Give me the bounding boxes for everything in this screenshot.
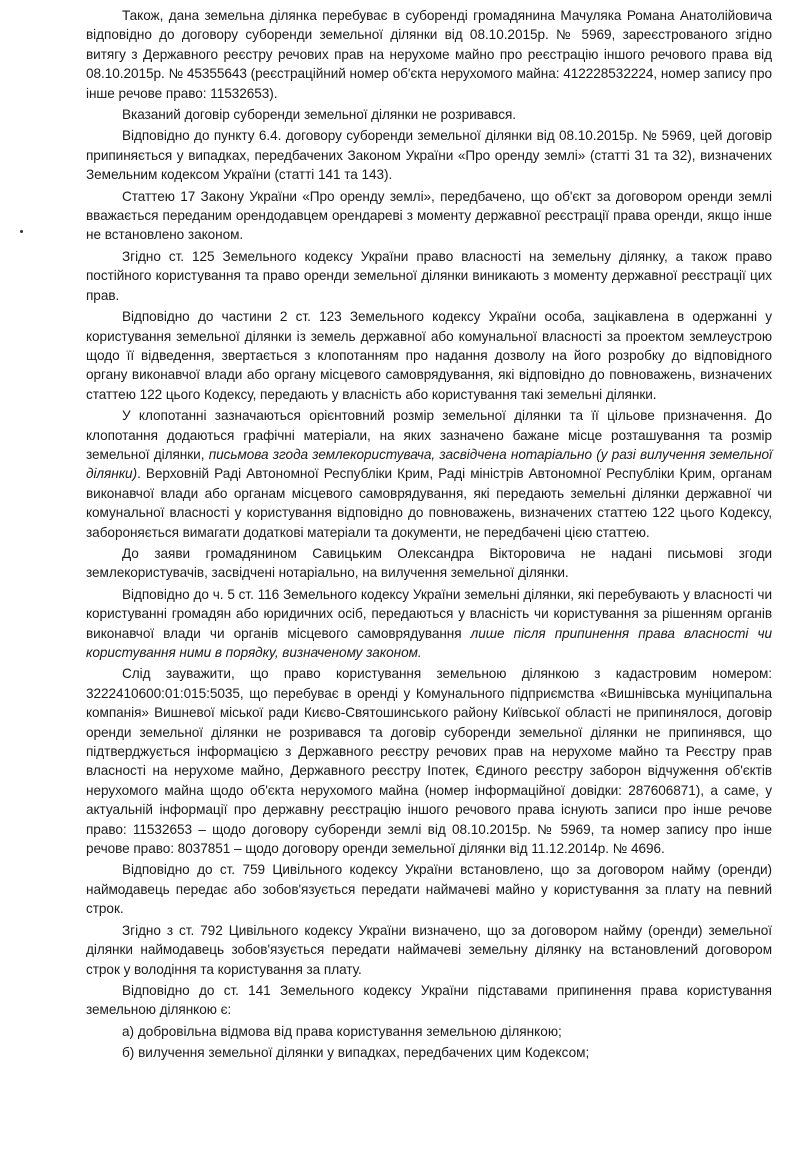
- list-item-b: б) вилучення земельної ділянки у випадках, передбачених цим Кодексом;: [122, 1045, 590, 1061]
- petition-italic-text: письмова згода землекористувача, засвідчена нотаріально (у разі вилучення земельної ділянки): [86, 446, 772, 482]
- paragraph-petition: [86, 406, 772, 542]
- paragraph-article-141: Відповідно до ст. 141 Земельного кодексу України підставами припинення права користування земельною ділянкою є:: [86, 982, 772, 1018]
- scan-speck: [20, 230, 23, 233]
- paragraph-article-125: Згідно ст. 125 Земельного кодексу України право власності на земельну ділянку, а також право постійного користування та право оренди земельної ділянки виникають з моменту державної реєстрації цих прав.: [86, 248, 772, 303]
- paragraph-article-792: Згідно з ст. 792 Цивільного кодексу України визначено, що за договором найму (оренди) земельної ділянки наймодавець зобов'язується передати наймачеві земельну ділянку на встановлений договором строк у володіння та користування за плату.: [86, 922, 772, 977]
- paragraph-clause-6-4: Відповідно до пункту 6.4. договору суборенди земельної ділянки від 08.10.2015р. № 5969, цей договір припиняється у випадках, передбачених Законом України «Про оренду землі» (статті 31 та 32), визначених Земельним кодексом України (статті 141 та 143).: [86, 128, 772, 183]
- paragraph-not-terminated: Вказаний договір суборенди земельної ділянки не розривався.: [122, 107, 516, 123]
- article-116-italic-text: лише після припинення права власності чи користування ними в порядку, визначеному законом.: [86, 625, 772, 660]
- petition-text-end: . Верховній Раді Автономної Республіки Крим, Раді міністрів Автономної Республіки Крим, органам виконавчої влади або органам місцевого самоврядування, які передають земельні ділянки державної чи комунальної власності у користування відповідно до повноважень, визначених статтею 122 цього Кодексу, забороняється вимагати додаткові матеріали та документи, не передбачені цією статтею.: [86, 466, 772, 540]
- paragraph-sublease: Також, дана земельна ділянка перебуває в суборенді громадянина Мачуляка Романа Анатолійовича відповідно до договору суборенди земельної ділянки від 08.10.2015р. № 5969, зареєстрованого згідно витягу з Державного реєстру речових прав на нерухоме майно про реєстрацію іншого речового права від 08.10.2015р. № 45355643 (реєстраційний номер об'єкта нерухомого майна: 412228532224, номер запису про інше речове право: 11532653).: [86, 8, 772, 101]
- article-116-text: Відповідно до ч. 5 ст. 116 Земельного кодексу України земельні ділянки, які перебувають у власності чи користуванні громадян або юридичних осіб, передаються у власність чи користування за рішенням органів виконавчої влади чи органів місцевого самоврядування: [86, 586, 772, 641]
- petition-text-start: У клопотанні зазначаються орієнтовний розмір земельної ділянки та її цільове призначення. До клопотання додаються графічні матеріали, на яких зазначено бажане місце розташування та розмір земельної ділянки,: [86, 408, 772, 462]
- paragraph-article-116: [86, 585, 772, 663]
- paragraph-cadastral: Слід зауважити, що право користування земельною ділянкою з кадастровим номером: 3222410600:01:015:5035, що перебуває в оренді у Комунального підприємства «Вишнівська муніципальна компанія» Вишневої міської ради Києво-Святошинського району Київської області не припинялося, договір оренди земельної ділянки не розривався та договір суборенди земельної ділянки не припинявся, що підтверджується інформацією з Державного реєстру речових прав на нерухоме майно та Реєстру прав власності на нерухоме майно, Державного реєстру Іпотек, Єдиного реєстру заборон відчуження об'єктів нерухомого майна щодо об'єкта нерухомого майна (номер інформаційної довідки: 287606871), а саме, у актуальній інформації про державну реєстрацію іншого речового права існують записи про інше речове право: 11532653 – щодо договору суборенди землі від 08.10.2015р. № 5969, та номер запису про інше речове право: 8037851 – щодо договору оренди земельної ділянки від 11.12.2014р. № 4696.: [86, 666, 772, 857]
- paragraph-article-123: Відповідно до частини 2 ст. 123 Земельного кодексу України особа, зацікавлена в одержанні у користування земельної ділянки із земель державної або комунальної власності за проектом землеустрою щодо її відведення, звертається з клопотанням про надання дозволу на його розробку до відповідного органу виконавчої влади або органу місцевого самоврядування, які відповідно до повноважень, визначених статтею 122 цього Кодексу, передають у власність або користування такі земельні ділянки.: [86, 309, 772, 402]
- paragraph-no-consent: До заяви громадянином Савицьким Олександра Вікторовича не надані письмові згоди землекористувачів, засвідчені нотаріально, на вилучення земельної ділянки.: [86, 545, 772, 581]
- paragraph-article-759: Відповідно до ст. 759 Цивільного кодексу України встановлено, що за договором найму (оренди) наймодавець передає або зобов'язується передати наймачеві майно у користування за плату на певний строк.: [86, 862, 772, 917]
- list-item-a: а) добровільна відмова від права користування земельною ділянкою;: [122, 1023, 562, 1039]
- paragraph-article-17: Статтею 17 Закону України «Про оренду землі», передбачено, що об'єкт за договором оренди землі вважається переданим орендодавцем орендареві з моменту державної реєстрації права оренди, якщо інше не встановлено законом.: [86, 188, 772, 243]
